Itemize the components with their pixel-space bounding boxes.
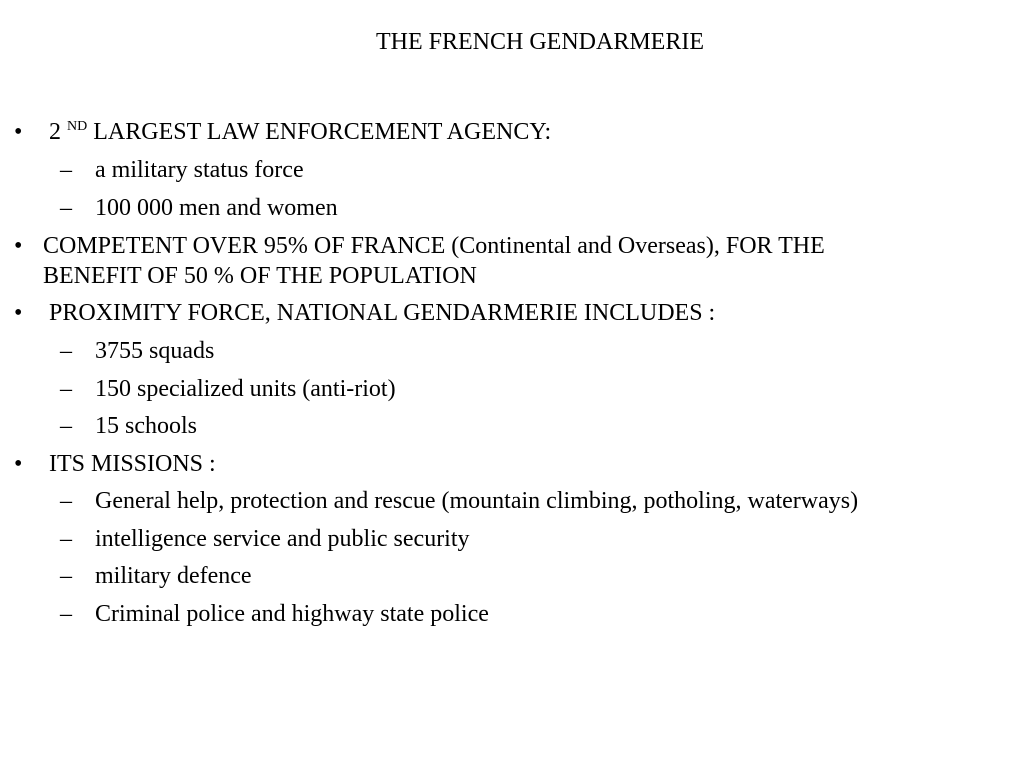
sub-bullet-item [0, 561, 1024, 591]
bullet-item [0, 449, 1024, 479]
sub-bullet-text: a military status force [95, 157, 304, 183]
sub-bullet-text: 3755 squads [95, 338, 215, 364]
bullet-text-rest: LARGEST LAW ENFORCEMENT AGENCY: [87, 119, 552, 145]
dash-marker: – [60, 195, 72, 221]
bullet-marker: • [14, 451, 23, 477]
sub-bullet-text: Criminal police and highway state police [95, 601, 489, 627]
sub-bullet-text: intelligence service and public security [95, 526, 470, 552]
sub-bullet-item [0, 374, 1024, 404]
bullet-marker: • [14, 233, 23, 259]
sub-bullet-item [0, 599, 1024, 629]
dash-marker: – [60, 563, 72, 589]
sub-bullet-text: 100 000 men and women [95, 195, 338, 221]
sub-bullet-item [0, 155, 1024, 185]
dash-marker: – [60, 413, 72, 439]
ordinal-superscript: ND [67, 119, 88, 134]
sub-bullet-text: military defence [95, 563, 252, 589]
sub-bullet-text: 150 specialized units (anti-riot) [95, 376, 396, 402]
sub-bullet-item [0, 193, 1024, 223]
bullet-item [0, 117, 1024, 147]
sub-bullet-item [0, 411, 1024, 441]
dash-marker: – [60, 601, 72, 627]
sub-bullet-item [0, 486, 1024, 516]
bullet-text-line-2: BENEFIT OF 50 % OF THE POPULATION [43, 263, 477, 289]
bullet-item [0, 231, 1024, 291]
sub-bullet-text: General help, protection and rescue (mountain climbing, potholing, waterways) [95, 488, 859, 514]
sub-bullet-text: 15 schools [95, 413, 197, 439]
dash-marker: – [60, 488, 72, 514]
bullet-item [0, 298, 1024, 328]
dash-marker: – [60, 338, 72, 364]
bullet-text: ITS MISSIONS : [49, 451, 216, 477]
dash-marker: – [60, 526, 72, 552]
dash-marker: – [60, 376, 72, 402]
sub-bullet-item [0, 336, 1024, 366]
sub-bullet-item [0, 524, 1024, 554]
bullet-text-line-1: COMPETENT OVER 95% OF FRANCE (Continental and Overseas), FOR THE [43, 233, 825, 259]
bullet-marker: • [14, 300, 23, 326]
bullet-text [49, 117, 551, 147]
bullet-text: PROXIMITY FORCE, NATIONAL GENDARMERIE INCLUDES : [49, 300, 716, 326]
bullet-marker: • [14, 119, 23, 145]
bullet-text-number: 2 [49, 119, 67, 145]
slide-title: THE FRENCH GENDARMERIE [376, 29, 704, 55]
dash-marker: – [60, 157, 72, 183]
